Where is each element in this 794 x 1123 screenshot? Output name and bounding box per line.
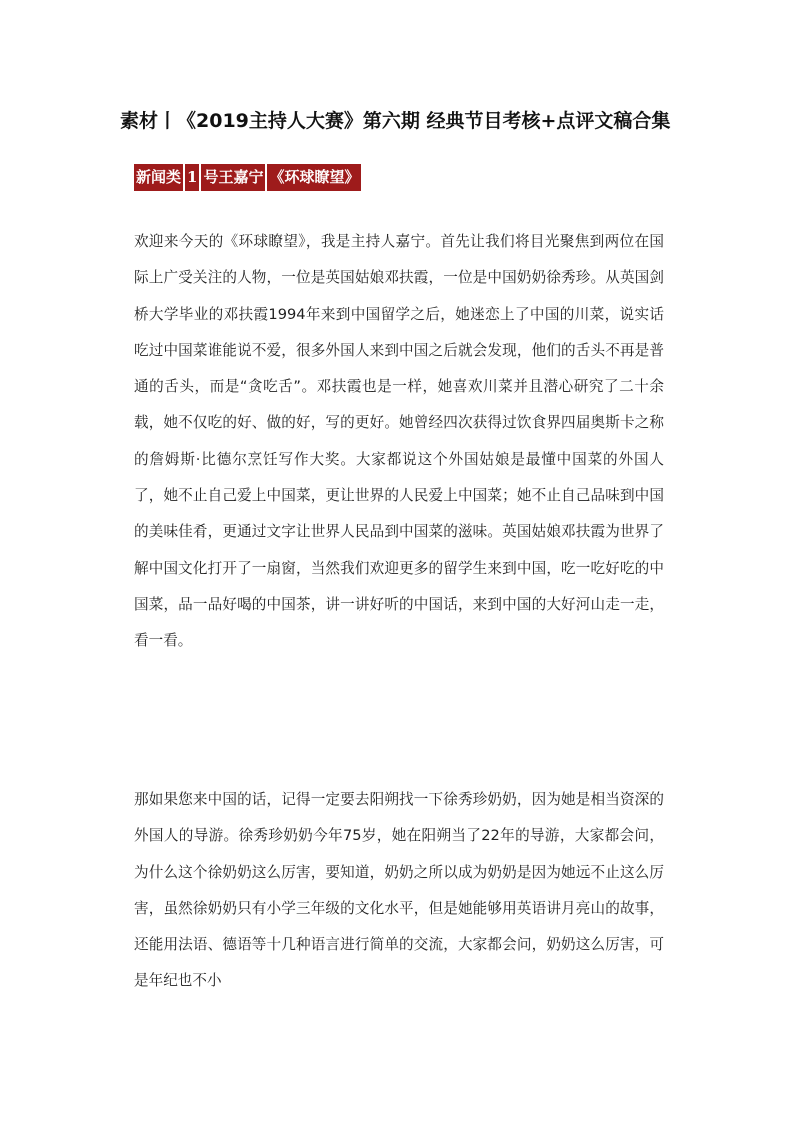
tag-category: 新闻类 (134, 164, 183, 191)
body-paragraph-1: 欢迎来今天的《环球瞭望》，我是主持人嘉宁。首先让我们将目光聚焦到两位在国际上广受关注的人物，一位是英国姑娘邓扶霞，一位是中国奶奶徐秀珍。从英国剑桥大学毕业的邓扶霞1994年来到中国留学之后，她迷恋上了中国的川菜，说实话吃过中国菜谁能说不爱，很多外国人来到中国之后就会发现，他们的舌头不再是普通的舌头，而是“贪吃舌”。邓扶霞也是一样，她喜欢川菜并且潜心研究了二十余载，她不仅吃的好、做的好，写的更好。她曾经四次获得过饮食界四届奥斯卡之称的詹姆斯·比德尔烹饪写作大奖。大家都说这个外国姑娘是最懂中国菜的外国人了，她不止自己爱上中国菜，更让世界的人民爱上中国菜；她不止自己品味到中国的美味佳肴，更通过文字让世界人民品到中国菜的滋味。英国姑娘邓扶霞为世界了解中国文化打开了一扇窗，当然我们欢迎更多的留学生来到中国，吃一吃好吃的中国菜，品一品好喝的中国茶，讲一讲好听的中国话，来到中国的大好河山走一走，看一看。 (134, 233, 664, 650)
section-tag (134, 164, 361, 191)
tag-program: 《环球瞭望》 (267, 164, 361, 191)
body-paragraph-2: 那如果您来中国的话，记得一定要去阳朔找一下徐秀珍奶奶，因为她是相当资深的外国人的导游。徐秀珍奶奶今年75岁，她在阳朔当了22年的导游，大家都会问，为什么这个徐奶奶这么厉害，要知道，奶奶之所以成为奶奶是因为她远不止这么厉害，虽然徐奶奶只有小学三年级的文化水平，但是她能够用英语讲月亮山的故事，还能用法语、德语等十几种语言进行简单的交流，大家都会问，奶奶这么厉害，可是年纪也不小 (134, 791, 664, 990)
tag-number: 1 (185, 164, 199, 191)
document-title: 素材丨《2019主持人大赛》第六期 经典节目考核+点评文稿合集 (120, 110, 671, 132)
tag-contestant: 号王嘉宁 (201, 164, 265, 191)
